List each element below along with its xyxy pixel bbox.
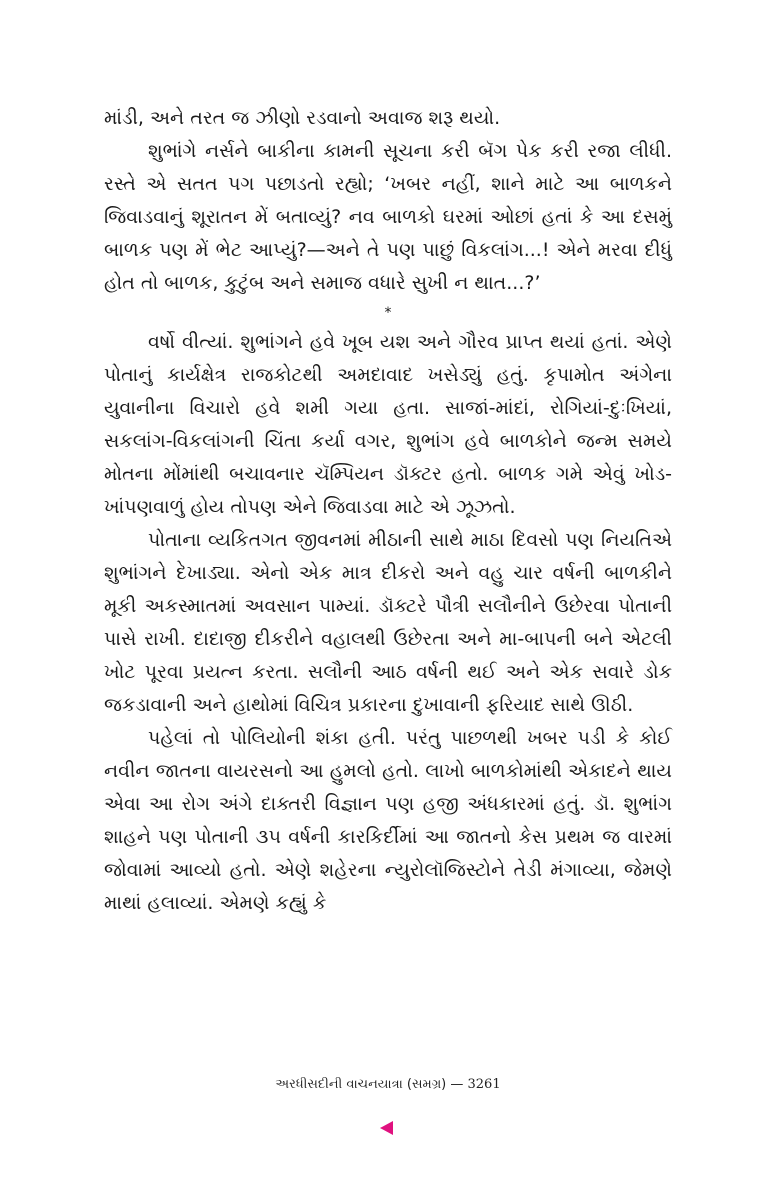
page-number: 3261 (467, 1077, 501, 1092)
section-separator: * (384, 305, 392, 321)
paragraph-continuation: માંડી, અને તરત જ ઝીણો રડવાનો અવાજ શરૂ થયો. (104, 107, 501, 129)
page-body (104, 102, 672, 920)
previous-page-icon[interactable] (380, 1121, 393, 1135)
page-footer (0, 1077, 776, 1092)
paragraph: શુભાંગે નર્સને બાકીના કામની સૂચના કરી બૅગ પેક કરી રજા લીધી. રસ્તે એ સતત પગ પછાડતો રહ્યો; ‘ખબર નહીં, શાને માટે આ બાળકને જિવાડવાનું શૂરાતન મેં બતાવ્યું? નવ બાળકો ઘરમાં ઓછાં હતાં કે આ દસમું બાળક પણ મેં ભેટ આપ્યું?—અને તે પણ પાછું વિકલાંગ...! એને મરવા દીધું હોત તો બાળક, કુટુંબ અને સમાજ વધારે સુખી ન થાત...?’ (104, 140, 672, 294)
book-title: અરધીસદીની વાચનયાત્રા (સમગ્ર) (275, 1077, 447, 1092)
paragraph: પોતાના વ્યકિતગત જીવનમાં મીઠાની સાથે માઠા દિવસો પણ નિયતિએ શુભાંગને દેખાડ્યા. એનો એક માત્ર દીકરો અને વહુ ચાર વર્ષની બાળકીને મૂકી અકસ્માતમાં અવસાન પામ્યાં. ડૉક્ટરે પૌત્રી સલૌનીને ઉછેરવા પોતાની પાસે રાખી. દાદાજી દીકરીને વહાલથી ઉછેરતા અને મા-બાપની બને એટલી ખોટ પૂરવા પ્રયત્ન કરતા. સલૌની આઠ વર્ષની થઈ અને એક સવારે ડોક જકડાવાની અને હાથોમાં વિચિત્ર પ્રકારના દુખાવાની ફરિયાદ સાથે ઊઠી. (104, 529, 672, 716)
paragraph: વર્ષો વીત્યાં. શુભાંગને હવે ખૂબ યશ અને ગૌરવ પ્રાપ્ત થયાં હતાં. એણે પોતાનું કાર્યક્ષેત્ર રાજકોટથી અમદાવાદ ખસેડ્યું હતું. કૃપામોત અંગેના યુવાનીના વિચારો હવે શમી ગયા હતા. સાજાં-માંદાં, રોગિયાં-દુઃખિયાં, સકલાંગ-વિકલાંગની ચિંતા કર્યા વગર, શુભાંગ હવે બાળકોને જન્મ સમયે મોતના મોંમાંથી બચાવનાર ચૅમ્પિયન ડૉક્ટર હતો. બાળક ગમે એવું ખોડ-ખાંપણવાળું હોય તોપણ એને જિવાડવા માટે એ ઝૂઝતો. (104, 331, 672, 518)
footer-dash: — (446, 1077, 468, 1092)
paragraph: પહેલાં તો પોલિયોની શંકા હતી. પરંતુ પાછળથી ખબર પડી કે કોઈ નવીન જાતના વાયરસનો આ હુમલો હતો. લાખો બાળકોમાંથી એકાદને થાય એવા આ રોગ અંગે દાક્તરી વિજ્ઞાન પણ હજી અંધકારમાં હતું. ડૉ. શુભાંગ શાહને પણ પોતાની ૩૫ વર્ષની કારકિર્દીમાં આ જાતનો કેસ પ્રથમ જ વારમાં જોવામાં આવ્યો હતો. એણે શહેરના ન્યુરોલૉજિસ્ટોને તેડી મંગાવ્યા, જેમણે માથાં હલાવ્યાં. એમણે કહ્યું કે (104, 727, 672, 914)
